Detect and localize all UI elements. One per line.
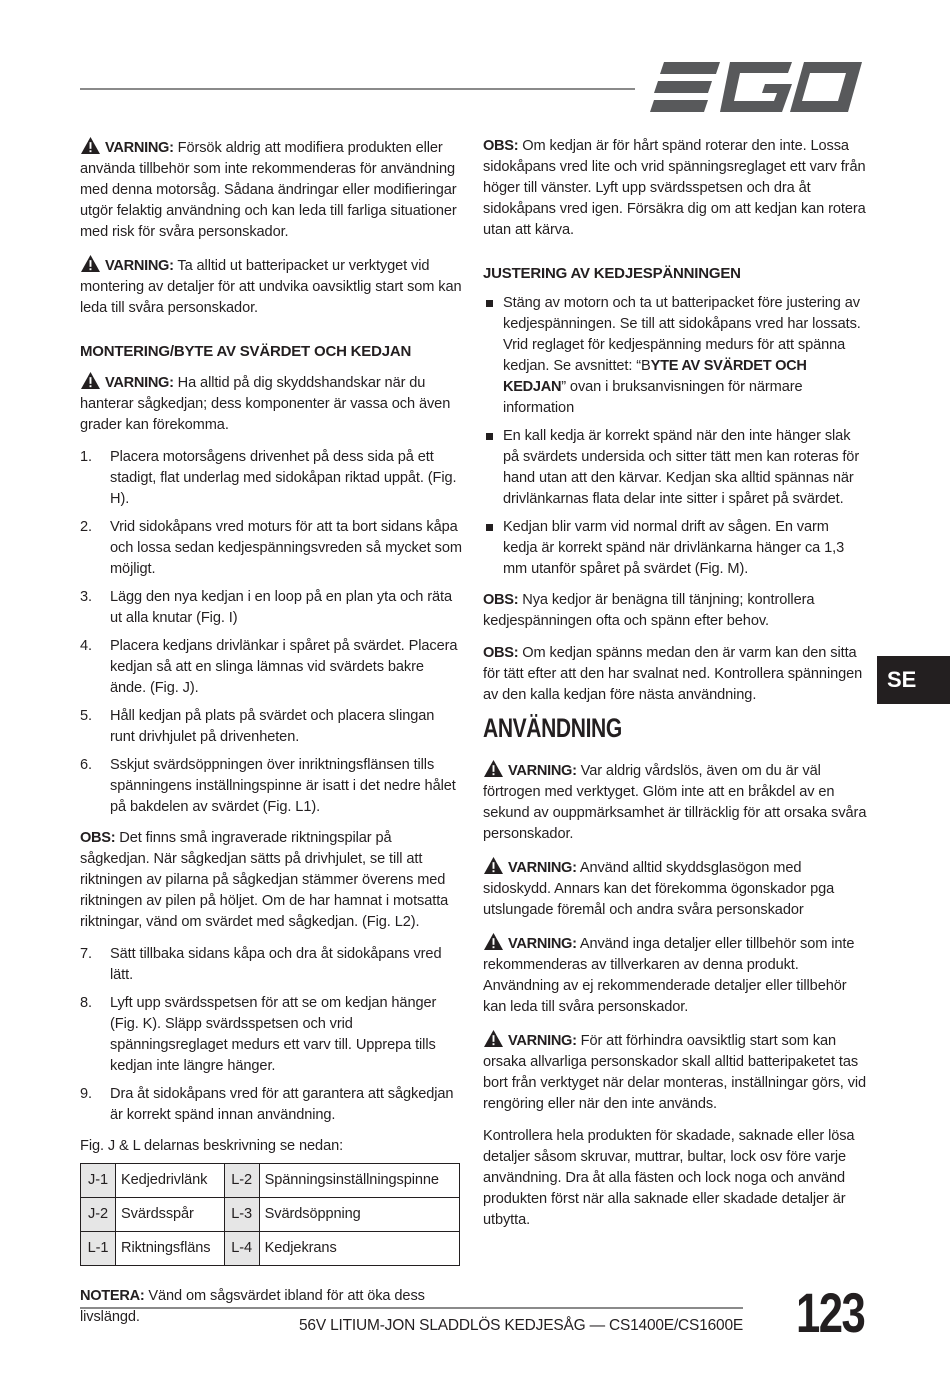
warning-text: Ta alltid ut batteripacket ur verktyget vid montering av detaljer för att undvika oavsiktlig start som kan leda till svåra personskador. — [80, 258, 462, 316]
step-number: 4. — [80, 638, 92, 654]
obs-text: Om kedjan är för hårt spänd roterar den inte. Lossa sidokåpans vred lite och vrid spänningsreglaget ett varv från höger till vänster. Lyft upp svärdsspetsen och dra åt sidokåpans vred igen. Försäkra dig om att kedjan kan rotera utan att kärva. — [483, 138, 866, 238]
page-number: 123 — [796, 1281, 865, 1344]
part-name: Kedjekrans — [259, 1232, 459, 1266]
warning-triangle-icon — [80, 136, 101, 155]
mounting-steps-1-6 — [80, 447, 462, 818]
bullet-item — [483, 426, 867, 510]
step-number: 5. — [80, 708, 92, 724]
step-number: 2. — [80, 519, 92, 535]
step-text: Placera kedjans drivlänkar i spåret på svärdet. Placera kedjan så att en slinga lämnas vid svärdets bakre ände. (Fig. J). — [110, 638, 458, 696]
obs-label: OBS: — [483, 645, 519, 661]
warning-label: VARNING: — [508, 763, 577, 779]
parts-table — [80, 1163, 460, 1266]
step-text: Lyft upp svärdsspetsen för att se om kedjan hänger (Fig. K). Släpp svärdsspetsen och vrid spänningsreglaget medurs ett varv till. Upprepa tills kedjan inte längre hänger. — [110, 995, 437, 1074]
obs-text: Om kedjan spänns medan den är varm kan den sitta för tätt efter att den har svalnat ned. Kontrollera spänningen av den kalla kedjan före nästa användning. — [483, 645, 863, 703]
step-text: Håll kedjan på plats på svärdet och placera slingan runt drivhjulet på drivenheten. — [110, 708, 435, 745]
warning-text: Använd alltid skyddsglasögon med sidoskydd. Annars kan det förekomma ögonskador pga utslungade föremål och andra svåra personskador — [483, 860, 835, 918]
table-row — [81, 1198, 460, 1232]
bullet-item — [483, 293, 867, 419]
warning-triangle-icon — [483, 759, 504, 778]
step-item — [80, 755, 462, 818]
obs-label: OBS: — [80, 830, 116, 846]
warning-label: VARNING: — [508, 1033, 577, 1049]
warning-label: VARNING: — [105, 258, 174, 274]
header-rule — [80, 88, 635, 90]
bullet-text: Kedjan blir varm vid normal drift av sågen. En varm kedja är korrekt spänd när drivlänkarna hänger ca 1,3 mm utanför spåret på svärdet (Fig. M). — [503, 519, 845, 577]
warning-label: VARNING: — [105, 375, 174, 391]
warning-triangle-icon — [483, 932, 504, 951]
warning-careless — [483, 759, 867, 845]
warning-label: VARNING: — [508, 860, 577, 876]
step-number: 7. — [80, 946, 92, 962]
section-heading-mounting: MONTERING/BYTE AV SVÄRDET OCH KEDJAN — [80, 343, 412, 360]
bullet-text: ” ovan i bruksanvisningen för närmare information — [503, 379, 803, 416]
warning-text: Försök aldrig att modifiera produkten eller använda tillbehör som inte rekommenderas för användning med denna motorsåg. Sådana ändringar eller modifieringar utgör felaktig användning och kan leda till farliga situationer med risk för svåra personskador. — [80, 140, 457, 240]
ego-logo — [650, 62, 862, 114]
part-code: L-1 — [81, 1232, 116, 1266]
step-number: 1. — [80, 449, 92, 465]
closing-paragraph: Kontrollera hela produkten för skadade, saknade eller lösa detaljer såsom skruvar, muttrar, bultar, lock osv före varje användning. Dra åt alla fästen och lock noga och använd produkten först när alla saknade eller skadade detaljer är utbytta. — [483, 1128, 855, 1228]
mounting-steps-7-9 — [80, 944, 462, 1126]
step-item — [80, 993, 462, 1077]
bullet-text: Stäng av motorn och ta ut batteripacket före justering av kedjespänningen. Se till att sidokåpans vred har lossats. Vrid reglaget för kedjespänning medurs för att spänna kedjan. Se avsnittet: “B — [503, 295, 861, 374]
step-item — [80, 706, 462, 748]
obs-label: OBS: — [483, 138, 519, 154]
obs-too-tight — [483, 136, 867, 241]
bullet-bold-ref: YTE AV SVÄRDET OCH KEDJAN — [503, 358, 807, 395]
footer-rule — [80, 1307, 743, 1309]
right-column — [483, 136, 867, 1242]
warning-goggles — [483, 856, 867, 921]
warning-triangle-icon — [483, 1029, 504, 1048]
step-item — [80, 517, 462, 580]
language-tab: SE — [877, 656, 950, 704]
step-text: Sskjut svärdsöppningen över inriktningsflänsen tills spänningens inställningspinne är isatt i det nedre hålet på bakdelen av svärdet (Fig. L1). — [110, 757, 456, 815]
step-item — [80, 587, 462, 629]
step-number: 3. — [80, 589, 92, 605]
bullet-text: En kall kedja är korrekt spänd när den inte hänger slak på svärdets undersida och sitter tätt men kan roteras för hand utan att den kärvar. Kedjan ska alltid spännas när drivlänkarnas flata delar inte sitter i spåret på svärdet. — [503, 428, 860, 507]
warning-triangle-icon — [80, 254, 101, 273]
bullet-square-icon — [486, 524, 493, 531]
warning-text: Ha alltid på dig skyddshandskar när du hanterar sågkedjan; dess komponenter är vassa och även grader kan förekomma. — [80, 375, 451, 433]
table-row — [81, 1232, 460, 1266]
warning-accidental-start — [483, 1029, 867, 1115]
bullet-square-icon — [486, 300, 493, 307]
obs-text: Nya kedjor är benägna till tänjning; kontrollera kedjespänningen ofta och spänn efter behov. — [483, 592, 815, 629]
table-row — [81, 1164, 460, 1198]
step-item — [80, 944, 462, 986]
obs-text: Det finns små ingraverade riktningspilar på sågkedjan. När sågkedjan sätts på drivhjulet, se till att riktningen av pilarna på sågkedjan stämmer överens med riktningen av pilen på höljet. Om de har hamnat i motsatta riktningar, vänd om svärdet med sågkedjan. (Fig. L2). — [80, 830, 449, 930]
part-code: J-2 — [81, 1198, 116, 1232]
warning-accessories — [483, 932, 867, 1018]
part-name: Riktningsfläns — [116, 1232, 225, 1266]
warning-triangle-icon — [483, 856, 504, 875]
obs-warm-chain — [483, 643, 867, 706]
part-name: Kedjedrivlänk — [116, 1164, 225, 1198]
bullet-square-icon — [486, 433, 493, 440]
warning-triangle-icon — [80, 371, 101, 390]
step-item — [80, 636, 462, 699]
notera-text: Vänd om sågsvärdet ibland för att öka dess livslängd. — [80, 1288, 425, 1325]
step-item — [80, 1084, 462, 1126]
warning-gloves — [80, 371, 462, 436]
part-code: L-3 — [224, 1198, 259, 1232]
step-text: Placera motorsågens drivenhet på dess sida på ett stadigt, flat underlag med sidokåpan riktad uppåt. (Fig. H). — [110, 449, 457, 507]
part-code: L-4 — [224, 1232, 259, 1266]
warning-battery — [80, 254, 462, 319]
warning-modify — [80, 136, 462, 243]
tension-bullets — [483, 293, 867, 580]
step-text: Sätt tillbaka sidans kåpa och dra åt sidokåpans vred lätt. — [110, 946, 442, 983]
step-item — [80, 447, 462, 510]
step-number: 9. — [80, 1086, 92, 1102]
section-heading-tension: JUSTERING AV KEDJESPÄNNINGEN — [483, 265, 741, 282]
part-name: Svärdsöppning — [259, 1198, 459, 1232]
part-code: L-2 — [224, 1164, 259, 1198]
obs-arrows-note — [80, 828, 462, 933]
warning-text: För att förhindra oavsiktlig start som kan orsaka allvarliga personskador skall alltid batteripaketet tas bort från verktyget när delar monteras, inställningar görs, vid rengöring eller när den inte används. — [483, 1033, 867, 1112]
part-name: Spänningsinställningspinne — [259, 1164, 459, 1198]
obs-label: OBS: — [483, 592, 519, 608]
part-name: Svärdsspår — [116, 1198, 225, 1232]
warning-label: VARNING: — [508, 936, 577, 952]
part-code: J-1 — [81, 1164, 116, 1198]
step-text: Vrid sidokåpans vred moturs för att ta bort sidans kåpa och lossa sedan kedjespänningsvreden så mycket som möjligt. — [110, 519, 462, 577]
notera-label: NOTERA: — [80, 1288, 145, 1304]
obs-stretch — [483, 590, 867, 632]
warning-label: VARNING: — [105, 140, 174, 156]
table-caption: Fig. J & L delarnas beskrivning se nedan: — [80, 1138, 344, 1154]
step-number: 6. — [80, 757, 92, 773]
footer-title: 56V LITIUM-JON SLADDLÖS KEDJESÅG — CS1400E/CS1600E — [299, 1317, 743, 1334]
step-text: Lägg den nya kedjan i en loop på en plan yta och räta ut alla knutar (Fig. I) — [110, 589, 452, 626]
warning-text: Använd inga detaljer eller tillbehör som inte rekommenderas av tillverkaren av denna produkt. Användning av ej rekommenderade detaljer eller tillbehör kan leda till svåra personskador. — [483, 936, 855, 1015]
warning-text: Var aldrig vårdslös, även om du är väl förtrogen med verktyget. Glöm inte att en bråkdel av en sekund av ouppmärksamhet är tillräcklig för att orsaka svåra personskador. — [483, 763, 867, 842]
left-column — [80, 136, 462, 1339]
bullet-item — [483, 517, 867, 580]
step-text: Dra åt sidokåpans vred för att garantera att sågkedjan är korrekt spänd innan användning. — [110, 1086, 454, 1123]
step-number: 8. — [80, 995, 92, 1011]
section-title-usage: ANVÄNDNING — [483, 713, 622, 743]
